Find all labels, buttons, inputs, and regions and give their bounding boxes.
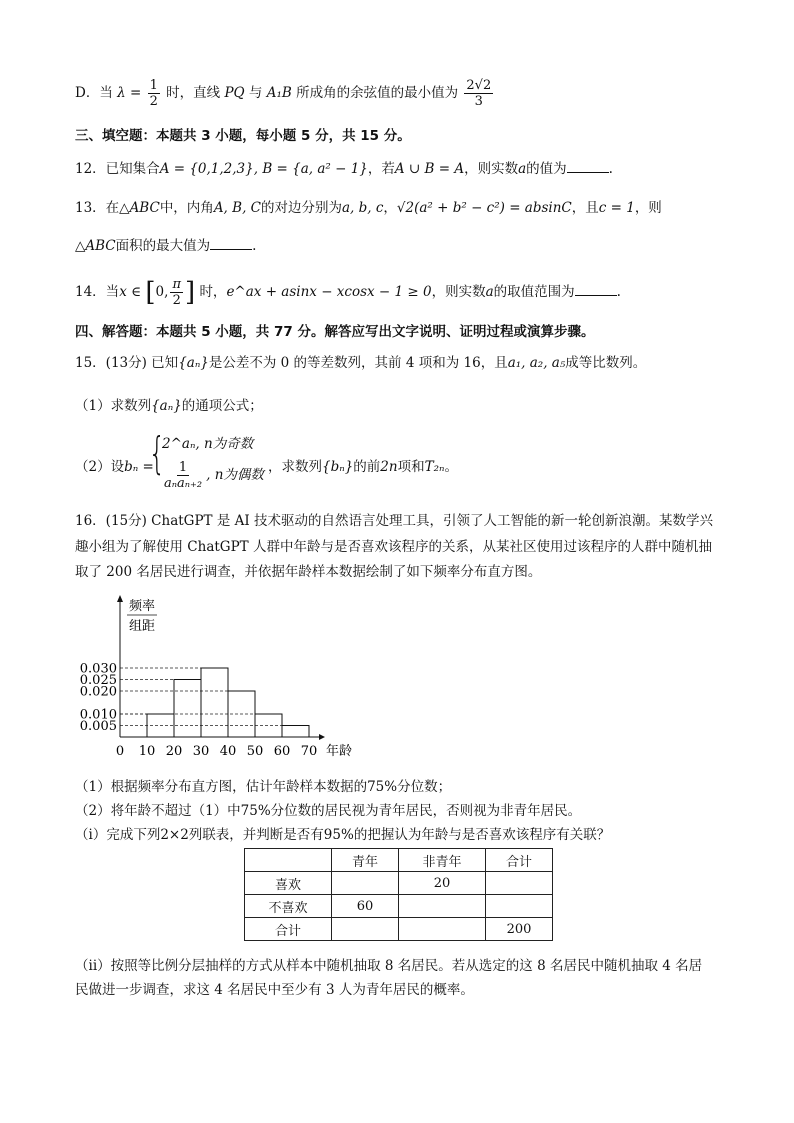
table-cell[interactable] xyxy=(399,895,486,918)
text: 中，内角 xyxy=(159,200,214,216)
x-tick-label: 30 xyxy=(192,744,210,759)
sets: A = {0,1,2,3}, B = {a, a² − 1} xyxy=(159,161,368,177)
fraction-pi-2 xyxy=(170,277,183,308)
formula: √2(a² + b² − c²) = absinC xyxy=(396,200,572,216)
sides: a, b, c xyxy=(341,200,384,216)
text: ，且 xyxy=(571,200,599,216)
bracket-close: ] xyxy=(184,277,196,308)
x-tick-label: 0 xyxy=(115,744,125,759)
question-15-part2 xyxy=(75,458,154,476)
text: 面积的最大值为 xyxy=(115,238,211,254)
bn-eq: bₙ = xyxy=(124,459,154,475)
eq: = xyxy=(129,85,142,101)
table-cell: 青年 xyxy=(332,849,399,872)
question-15-intro xyxy=(75,354,646,372)
t2n: T₂ₙ xyxy=(424,459,445,475)
text: ， xyxy=(383,200,397,216)
table-cell: 20 xyxy=(399,872,486,895)
frac-den: 2 xyxy=(172,293,181,308)
text: . xyxy=(608,161,613,177)
table-row xyxy=(245,872,553,895)
x-tick-label: 40 xyxy=(219,744,237,759)
case-even xyxy=(160,460,264,491)
y-tick-label: 0.030 xyxy=(79,661,117,677)
answer-blank[interactable] xyxy=(567,159,609,173)
fraction-case2 xyxy=(162,460,204,491)
frac-den: 3 xyxy=(474,94,483,109)
table-row xyxy=(245,895,553,918)
terms: a₁, a₂, a₅ xyxy=(507,355,566,371)
text: 成等比数列。 xyxy=(565,355,647,371)
triangle-abc: ABC xyxy=(129,200,160,216)
question-16-part2i: （i）完成下列2×2列联表，并判断是否有95%的把握认为年龄与是否喜欢该程序有关联？ xyxy=(75,827,611,843)
table-cell[interactable] xyxy=(486,872,553,895)
case-odd xyxy=(162,435,253,453)
text: ，求数列 xyxy=(268,459,322,475)
text: ，则 xyxy=(634,200,662,216)
text: . xyxy=(616,284,621,300)
seq-a: {aₙ} xyxy=(178,355,209,371)
section-4-title: 四、解答题：本题共 5 小题，共 77 分。解答应写出文字说明、证明过程或演算步骤。 xyxy=(75,324,595,340)
condition: A ∪ B = A xyxy=(394,161,465,177)
question-15-part2-tail xyxy=(268,458,458,476)
x-tick-label: 50 xyxy=(246,744,264,759)
text: （1）求数列 xyxy=(75,398,152,414)
table-cell: 合计 xyxy=(486,849,553,872)
text: 所成角的余弦值的最小值为 xyxy=(296,85,459,101)
histogram-bar xyxy=(201,668,228,737)
x-tick-label: 60 xyxy=(273,744,291,759)
table-cell[interactable] xyxy=(399,918,486,941)
bracket-open: [ xyxy=(145,277,156,308)
question-16-line3: 取了 200 名居民进行调查，并依据年龄样本数据绘制了如下频率分布直方图。 xyxy=(75,564,542,580)
x-tick-label: 70 xyxy=(300,744,318,759)
histogram-chart xyxy=(70,590,370,765)
frac-num: 1 xyxy=(178,460,188,475)
table-cell[interactable] xyxy=(332,918,399,941)
table-cell[interactable] xyxy=(332,872,399,895)
text: ，则实数 xyxy=(431,284,486,300)
c-value: c = 1 xyxy=(598,200,635,216)
frac-num: 1 xyxy=(149,78,158,93)
text: 12．已知集合 xyxy=(75,161,160,177)
question-13-line1 xyxy=(75,199,662,217)
question-16-line1: 16．(15分) ChatGPT 是 AI 技术驱动的自然语言处理工具，引领了人工智能的新一轮创新浪潮。某数学兴 xyxy=(75,513,714,529)
section-3-title: 三、填空题：本题共 3 小题，每小题 5 分，共 15 分。 xyxy=(75,128,411,144)
brace-icon: { xyxy=(148,428,166,479)
var-a: a xyxy=(485,284,494,300)
table-cell xyxy=(245,849,332,872)
text: 14．当 xyxy=(75,284,120,300)
answer-blank[interactable] xyxy=(575,282,617,296)
text: 的值为 xyxy=(526,161,567,177)
option-d-label: D．当 xyxy=(75,85,113,101)
histogram-bar xyxy=(174,680,201,738)
line-pq: PQ xyxy=(224,85,245,101)
text: 15．(13分) 已知 xyxy=(75,355,179,371)
y-tick-label: 0.010 xyxy=(79,707,117,723)
question-16-part2ii-line2: 民做进一步调查，求这 4 名居民中至少有 3 人为青年居民的概率。 xyxy=(75,982,474,998)
question-13-line2 xyxy=(75,236,256,255)
question-12 xyxy=(75,159,613,178)
text: △ xyxy=(75,238,86,254)
contingency-table xyxy=(244,848,553,941)
seq-a: {aₙ} xyxy=(151,398,182,414)
lambda: λ xyxy=(117,85,126,101)
table-cell: 合计 xyxy=(245,918,332,941)
option-d xyxy=(75,78,495,109)
text: ，则实数 xyxy=(464,161,519,177)
text: 项和 xyxy=(397,459,425,475)
text: 13．在△ xyxy=(75,200,130,216)
frac-den: 2 xyxy=(149,94,158,109)
text: 。 xyxy=(444,459,458,475)
question-16-line2: 趣小组为了解使用 ChatGPT 人群中年龄与是否喜欢该程序的关系，从某社区使用过该程序的人群中随机抽 xyxy=(75,539,712,555)
question-16-part2ii-line1: （ii）按照等比例分层抽样的方式从样本中随机抽取 8 名居民。若从选定的这 8 名居民中随机抽取 4 名居 xyxy=(75,958,703,974)
table-row xyxy=(245,918,553,941)
y-axis-arrow xyxy=(117,595,123,602)
text: ，若 xyxy=(367,161,395,177)
y-tick-label: 0.005 xyxy=(79,719,117,734)
x-axis-label: 年龄 xyxy=(325,744,353,759)
frac-den: aₙaₙ₊₂ xyxy=(164,476,203,491)
table-cell: 非青年 xyxy=(399,849,486,872)
text: 的对边分别为 xyxy=(260,200,342,216)
table-cell: 不喜欢 xyxy=(245,895,332,918)
question-16-part1: （1）根据频率分布直方图，估计年龄样本数据的75%分位数； xyxy=(75,779,452,795)
case2-text: , n为偶数 xyxy=(206,467,264,483)
case1: 2^aₙ, n为奇数 xyxy=(162,436,254,452)
text: （2）设 xyxy=(75,459,125,475)
y-tick-label: 0.020 xyxy=(79,684,117,700)
question-16-part2: （2）将年龄不超过（1）中75%分位数的居民视为青年居民，否则视为非青年居民。 xyxy=(75,803,582,819)
x-tick-label: 10 xyxy=(138,744,156,759)
y-axis-label-den: 组距 xyxy=(128,619,156,634)
table-header-row xyxy=(245,849,553,872)
text: 的取值范围为 xyxy=(493,284,575,300)
text: 时，直线 xyxy=(166,85,221,101)
table-cell: 喜欢 xyxy=(245,872,332,895)
question-14 xyxy=(75,277,621,308)
frac-num: π xyxy=(172,277,181,292)
text: . xyxy=(252,238,257,254)
two-n: 2n xyxy=(380,459,398,475)
var-a: a xyxy=(518,161,527,177)
interval-zero: 0, xyxy=(155,284,169,300)
seq-b: {bₙ} xyxy=(322,459,354,475)
histogram-bar xyxy=(282,726,309,738)
x-in: x ∈ xyxy=(119,284,142,300)
text: 的通项公式； xyxy=(181,398,263,414)
frac-num: 2√2 xyxy=(466,78,492,93)
fraction-answer xyxy=(464,78,493,109)
x-axis-arrow xyxy=(319,734,325,740)
angles: A, B, C xyxy=(213,200,261,216)
question-15-part1 xyxy=(75,397,263,415)
text: 是公差不为 0 的等差数列，其前 4 项和为 16，且 xyxy=(208,355,508,371)
line-a1b: A₁B xyxy=(266,85,292,101)
answer-blank[interactable] xyxy=(210,236,252,250)
table-cell[interactable] xyxy=(486,895,553,918)
y-axis-label-num: 频率 xyxy=(128,599,156,614)
x-tick-label: 20 xyxy=(165,744,183,759)
y-tick-label: 0.025 xyxy=(79,673,117,688)
inequality: e^ax + asinx − xcosx − 1 ≥ 0 xyxy=(226,284,432,300)
fraction-half xyxy=(148,78,160,109)
triangle-abc: ABC xyxy=(85,238,116,254)
table-cell: 60 xyxy=(332,895,399,918)
text: 与 xyxy=(248,85,263,101)
text: 的前 xyxy=(353,459,381,475)
table-cell: 200 xyxy=(486,918,553,941)
text: 时， xyxy=(199,284,227,300)
